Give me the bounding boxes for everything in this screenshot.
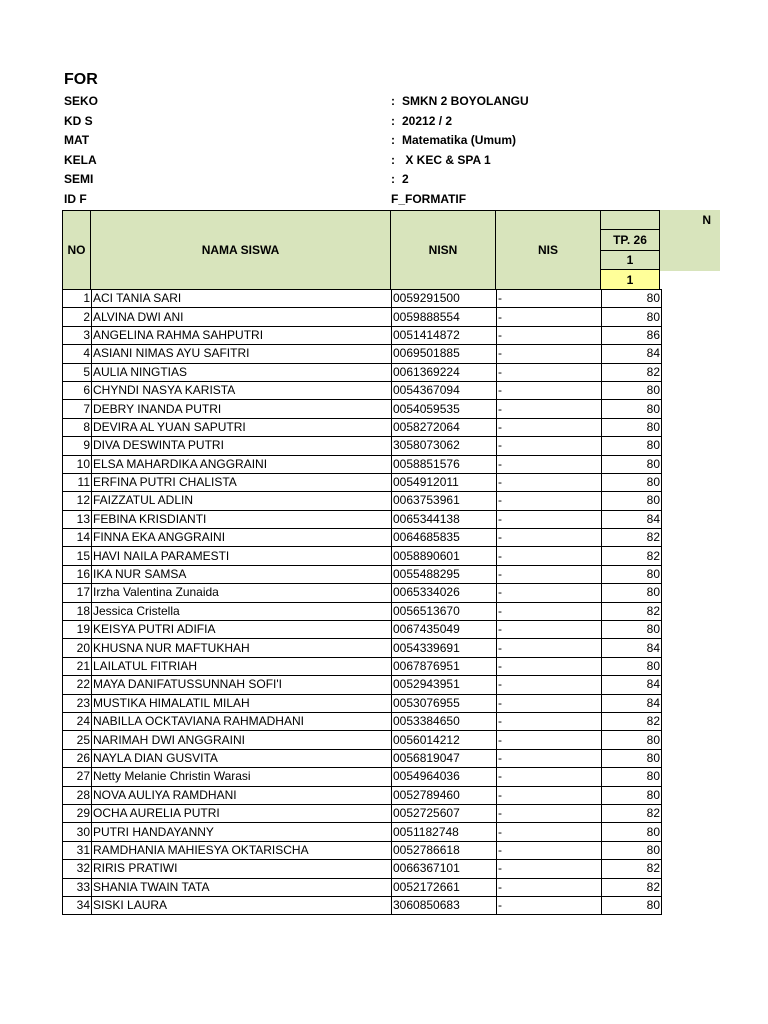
cell-tp-26[interactable]: 80 [602,584,662,602]
grade-group-header[interactable]: N [600,210,660,230]
cell-nisn[interactable]: 0058851576 [392,455,497,473]
cell-nisn[interactable]: 0052725607 [392,804,497,822]
meta-label: ID F [64,191,87,206]
cell-nis[interactable]: - [497,437,602,455]
table-row [63,712,662,730]
table-row [63,473,662,491]
meta-row [64,131,604,151]
cell-nisn[interactable]: 0059888554 [392,308,497,326]
cell-no[interactable]: 11 [63,473,92,491]
table-row [63,437,662,455]
cell-nis[interactable]: - [497,841,602,859]
cell-nama-siswa[interactable]: CHYNDI NASYA KARISTA [92,381,392,399]
table-row [63,878,662,896]
cell-nisn[interactable]: 0054059535 [392,400,497,418]
cell-tp-26[interactable]: 80 [602,400,662,418]
cell-nama-siswa[interactable]: FAIZZATUL ADLIN [92,492,392,510]
cell-nisn[interactable]: 0063753961 [392,492,497,510]
cell-nama-siswa[interactable]: Netty Melanie Christin Warasi [92,768,392,786]
document-title: FOR [64,71,98,88]
cell-tp-26[interactable]: 80 [602,657,662,675]
header-nama-siswa[interactable]: NAMA SISWA [90,210,391,290]
cell-tp-26[interactable]: 82 [602,860,662,878]
cell-tp-26[interactable]: 80 [602,437,662,455]
cell-nama-siswa[interactable]: RIRIS PRATIWI [92,860,392,878]
cell-tp-26[interactable]: 80 [602,621,662,639]
meta-row [64,112,604,132]
cell-nis[interactable]: - [497,400,602,418]
cell-tp-26[interactable]: 84 [602,639,662,657]
cell-no[interactable]: 13 [63,510,92,528]
cell-no[interactable]: 17 [63,584,92,602]
cell-nama-siswa[interactable]: MAYA DANIFATUSSUNNAH SOFI'I [92,676,392,694]
cell-tp-26[interactable]: 82 [602,363,662,381]
cell-tp-26[interactable]: 80 [602,731,662,749]
cell-nis[interactable]: - [497,529,602,547]
cell-no[interactable]: 19 [63,621,92,639]
cell-nisn[interactable]: 3060850683 [392,896,497,914]
table-row [63,896,662,914]
cell-nis[interactable]: - [497,381,602,399]
cell-nama-siswa[interactable]: ACI TANIA SARI [92,290,392,308]
table-row [63,363,662,381]
cell-nama-siswa[interactable]: HAVI NAILA PARAMESTI [92,547,392,565]
cell-nisn[interactable]: 3058073062 [392,437,497,455]
table-row [63,381,662,399]
meta-value: 2 [402,172,409,186]
table-row [63,400,662,418]
cell-nis[interactable]: - [497,823,602,841]
cell-nisn[interactable]: 0054367094 [392,381,497,399]
cell-tp-26[interactable]: 80 [602,492,662,510]
meta-label: SEKO [64,94,99,108]
cell-tp-26[interactable]: 80 [602,290,662,308]
cell-tp-26[interactable]: 80 [602,896,662,914]
meta-row [64,92,604,112]
table-row [63,547,662,565]
cell-nis[interactable]: - [497,584,602,602]
cell-no[interactable]: 21 [63,657,92,675]
cell-tp-26[interactable]: 82 [602,547,662,565]
cell-no[interactable]: 26 [63,749,92,767]
cell-nis[interactable]: - [497,345,602,363]
cell-nis[interactable]: - [497,712,602,730]
meta-row [64,170,604,190]
cell-nis[interactable]: - [497,473,602,491]
cell-no[interactable]: 10 [63,455,92,473]
form-metadata [64,92,604,209]
cell-nis[interactable]: - [497,363,602,381]
cell-nis[interactable]: - [497,657,602,675]
meta-colon: : [391,152,395,167]
meta-row [64,151,604,171]
cell-no[interactable]: 7 [63,400,92,418]
cell-nama-siswa[interactable]: NAYLA DIAN GUSVITA [92,749,392,767]
cell-nis[interactable]: - [497,749,602,767]
cell-nama-siswa[interactable]: ELSA MAHARDIKA ANGGRAINI [92,455,392,473]
meta-label: MAT [64,133,90,147]
cell-no[interactable]: 20 [63,639,92,657]
cell-tp-26[interactable]: 80 [602,455,662,473]
cell-nis[interactable]: - [497,694,602,712]
cell-nisn[interactable]: 0051182748 [392,823,497,841]
cell-tp-26[interactable]: 80 [602,823,662,841]
cell-no[interactable]: 12 [63,492,92,510]
table-row [63,529,662,547]
cell-nama-siswa[interactable]: RAMDHANIA MAHIESYA OKTARISCHA [92,841,392,859]
header-sub-1[interactable]: 1 [600,250,660,270]
table-row [63,823,662,841]
meta-colon: : [391,172,395,186]
cell-nisn[interactable]: 0053384650 [392,712,497,730]
cell-nama-siswa[interactable]: PUTRI HANDAYANNY [92,823,392,841]
cell-tp-26[interactable]: 80 [602,473,662,491]
cell-nama-siswa[interactable]: AULIA NINGTIAS [92,363,392,381]
cell-tp-26[interactable]: 82 [602,878,662,896]
meta-label: SEMI [64,172,94,186]
cell-nama-siswa[interactable]: SISKI LAURA [92,896,392,914]
meta-value: X KEC & SPA 1 [402,152,491,167]
cell-no[interactable]: 1 [63,290,92,308]
cell-nisn[interactable]: 0067435049 [392,621,497,639]
cell-tp-26[interactable]: 84 [602,676,662,694]
cell-tp-26[interactable]: 80 [602,418,662,436]
cell-nisn[interactable]: 0054339691 [392,639,497,657]
cell-no[interactable]: 14 [63,529,92,547]
cell-nis[interactable]: - [497,455,602,473]
cell-no[interactable]: 23 [63,694,92,712]
cell-tp-26[interactable]: 82 [602,602,662,620]
cell-nis[interactable]: - [497,878,602,896]
cell-no[interactable]: 18 [63,602,92,620]
cell-nama-siswa[interactable]: NABILLA OCKTAVIANA RAHMADHANI [92,712,392,730]
table-row [63,786,662,804]
cell-tp-26[interactable]: 80 [602,308,662,326]
cell-nisn[interactable]: 0069501885 [392,345,497,363]
cell-nisn[interactable]: 0056819047 [392,749,497,767]
cell-nis[interactable]: - [497,547,602,565]
cell-nisn[interactable]: 0054964036 [392,768,497,786]
cell-nisn[interactable]: 0054912011 [392,473,497,491]
cell-no[interactable]: 22 [63,676,92,694]
table-row [63,565,662,583]
cell-tp-26[interactable]: 80 [602,768,662,786]
cell-nis[interactable]: - [497,860,602,878]
table-row [63,841,662,859]
cell-nis[interactable]: - [497,290,602,308]
cell-no[interactable]: 8 [63,418,92,436]
table-row [63,621,662,639]
cell-nisn[interactable]: 0064685835 [392,529,497,547]
table-row [63,804,662,822]
cell-nis[interactable]: - [497,768,602,786]
cell-nama-siswa[interactable]: FEBINA KRISDIANTI [92,510,392,528]
cell-nama-siswa[interactable]: KHUSNA NUR MAFTUKHAH [92,639,392,657]
cell-nama-siswa[interactable]: NOVA AULIYA RAMDHANI [92,786,392,804]
student-grade-table [62,289,662,915]
cell-tp-26[interactable]: 82 [602,804,662,822]
cell-tp-26[interactable]: 80 [602,565,662,583]
meta-label: KELA [64,152,97,167]
cell-tp-26[interactable]: 84 [602,510,662,528]
cell-nisn[interactable]: 0059291500 [392,290,497,308]
cell-nama-siswa[interactable]: Irzha Valentina Zunaida [92,584,392,602]
table-row [63,602,662,620]
cell-nisn[interactable]: 0058890601 [392,547,497,565]
table-row [63,676,662,694]
cell-no[interactable]: 16 [63,565,92,583]
table-row [63,326,662,344]
table-row [63,657,662,675]
cell-nisn[interactable]: 0055488295 [392,565,497,583]
cell-no[interactable]: 30 [63,823,92,841]
cell-no[interactable]: 9 [63,437,92,455]
table-row [63,510,662,528]
cell-no[interactable]: 5 [63,363,92,381]
cell-nama-siswa[interactable]: SHANIA TWAIN TATA [92,878,392,896]
cell-nis[interactable]: - [497,418,602,436]
cell-no[interactable]: 27 [63,768,92,786]
cell-tp-26[interactable]: 84 [602,694,662,712]
cell-nisn[interactable]: 0058272064 [392,418,497,436]
table-row [63,584,662,602]
cell-nisn[interactable]: 0052172661 [392,878,497,896]
meta-colon: : [391,94,395,108]
cell-tp-26[interactable]: 86 [602,326,662,344]
table-row [63,308,662,326]
table-row [63,290,662,308]
cell-no[interactable]: 31 [63,841,92,859]
meta-colon: : [391,113,395,128]
cell-tp-26[interactable]: 84 [602,345,662,363]
cell-nama-siswa[interactable]: KEISYA PUTRI ADIFIA [92,621,392,639]
cell-nisn[interactable]: 0065334026 [392,584,497,602]
cell-nis[interactable]: - [497,676,602,694]
meta-label: KD S [64,113,93,128]
header-sub-2-highlighted[interactable]: 1 [600,269,660,290]
cell-tp-26[interactable]: 80 [602,381,662,399]
cell-nis[interactable]: - [497,308,602,326]
cell-nis[interactable]: - [497,326,602,344]
cell-nama-siswa[interactable]: ANGELINA RAHMA SAHPUTRI [92,326,392,344]
table-row [63,455,662,473]
cell-tp-26[interactable]: 82 [602,712,662,730]
table-row [63,418,662,436]
cell-no[interactable]: 29 [63,804,92,822]
cell-no[interactable]: 34 [63,896,92,914]
cell-nama-siswa[interactable]: DEBRY INANDA PUTRI [92,400,392,418]
meta-value: F_FORMATIF [391,191,467,206]
cell-no[interactable]: 4 [63,345,92,363]
table-row [63,749,662,767]
cell-no[interactable]: 15 [63,547,92,565]
cell-nis[interactable]: - [497,896,602,914]
cell-nama-siswa[interactable]: LAILATUL FITRIAH [92,657,392,675]
cell-nisn[interactable]: 0056513670 [392,602,497,620]
cell-no[interactable]: 24 [63,712,92,730]
cell-nama-siswa[interactable]: DEVIRA AL YUAN SAPUTRI [92,418,392,436]
cell-no[interactable]: 2 [63,308,92,326]
cell-nisn[interactable]: 0052789460 [392,786,497,804]
meta-value: 20212 / 2 [402,113,453,128]
cell-nama-siswa[interactable]: ERFINA PUTRI CHALISTA [92,473,392,491]
header-no[interactable]: NO [62,210,91,290]
meta-value: SMKN 2 BOYOLANGU [402,94,529,108]
cell-nama-siswa[interactable]: FINNA EKA ANGGRAINI [92,529,392,547]
cell-no[interactable]: 33 [63,878,92,896]
cell-nisn[interactable]: 0053076955 [392,694,497,712]
cell-nama-siswa[interactable]: MUSTIKA HIMALATIL MILAH [92,694,392,712]
cell-nisn[interactable]: 0067876951 [392,657,497,675]
cell-no[interactable]: 28 [63,786,92,804]
cell-nama-siswa[interactable]: ASIANI NIMAS AYU SAFITRI [92,345,392,363]
table-row [63,731,662,749]
cell-nis[interactable]: - [497,639,602,657]
meta-row [64,190,604,210]
cell-tp-26[interactable]: 80 [602,841,662,859]
cell-nama-siswa[interactable]: NARIMAH DWI ANGGRAINI [92,731,392,749]
meta-colon: : [391,133,395,147]
cell-no[interactable]: 25 [63,731,92,749]
cell-nisn[interactable]: 0051414872 [392,326,497,344]
cell-nis[interactable]: - [497,492,602,510]
cell-nisn[interactable]: 0065344138 [392,510,497,528]
cell-nis[interactable]: - [497,510,602,528]
cell-no[interactable]: 32 [63,860,92,878]
table-row [63,768,662,786]
cell-tp-26[interactable]: 80 [602,786,662,804]
header-fill-extension [660,210,720,271]
table-row [63,639,662,657]
cell-no[interactable]: 3 [63,326,92,344]
cell-nisn[interactable]: 0066367101 [392,860,497,878]
header-nisn[interactable]: NISN [390,210,496,290]
meta-value: Matematika (Umum) [402,133,517,147]
cell-nis[interactable]: - [497,621,602,639]
cell-nama-siswa[interactable]: ALVINA DWI ANI [92,308,392,326]
cell-nis[interactable]: - [497,786,602,804]
cell-nisn[interactable]: 0056014212 [392,731,497,749]
cell-no[interactable]: 6 [63,381,92,399]
header-tp-26[interactable]: TP. 26 [600,229,660,251]
cell-nis[interactable]: - [497,602,602,620]
cell-nisn[interactable]: 0052786618 [392,841,497,859]
cell-nis[interactable]: - [497,565,602,583]
cell-nama-siswa[interactable]: DIVA DESWINTA PUTRI [92,437,392,455]
cell-nisn[interactable]: 0061369224 [392,363,497,381]
header-nis[interactable]: NIS [495,210,601,290]
cell-nis[interactable]: - [497,804,602,822]
cell-tp-26[interactable]: 80 [602,749,662,767]
cell-nama-siswa[interactable]: IKA NUR SAMSA [92,565,392,583]
table-row [63,694,662,712]
cell-nama-siswa[interactable]: OCHA AURELIA PUTRI [92,804,392,822]
table-row [63,492,662,510]
table-row [63,860,662,878]
cell-tp-26[interactable]: 82 [602,529,662,547]
cell-nisn[interactable]: 0052943951 [392,676,497,694]
cell-nis[interactable]: - [497,731,602,749]
cell-nama-siswa[interactable]: Jessica Cristella [92,602,392,620]
table-row [63,345,662,363]
